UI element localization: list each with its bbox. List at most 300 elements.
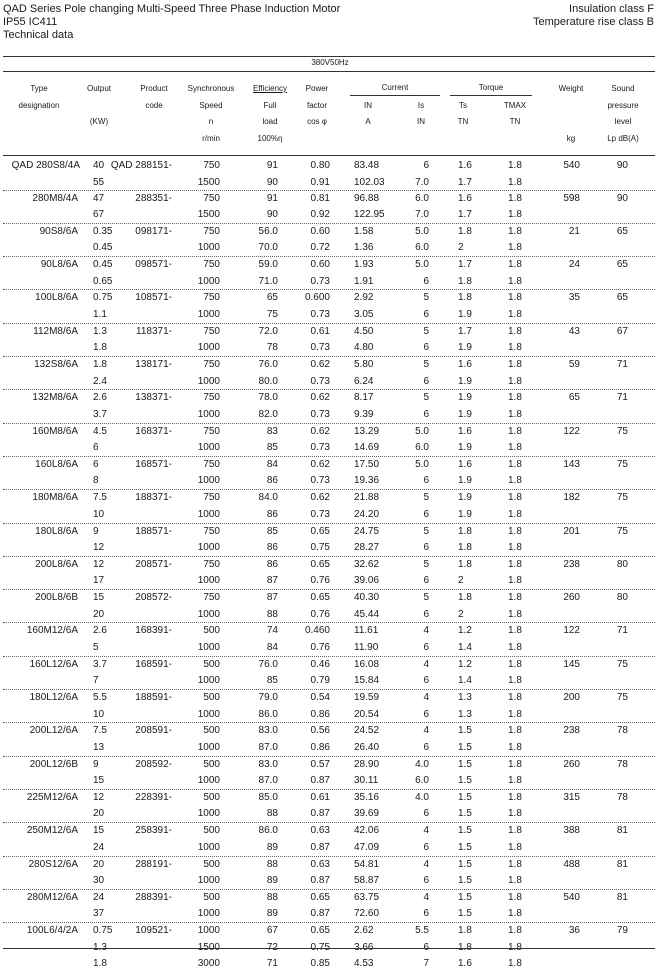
current-is: 4 — [423, 625, 429, 637]
current-in: 63.75 — [354, 891, 380, 903]
header-product-code-line: Product — [140, 84, 168, 93]
efficiency: 89 — [266, 875, 278, 886]
efficiency: 76.0 — [258, 359, 278, 370]
current-is: 6 — [423, 808, 429, 820]
row-separator — [3, 789, 655, 790]
synchronous-speed: 750 — [203, 592, 220, 604]
weight: 540 — [563, 160, 580, 171]
current-is: 6 — [423, 841, 429, 853]
synchronous-speed: 1500 — [197, 941, 220, 953]
type-designation: 280S12/6A — [28, 858, 78, 870]
current-is: 6 — [423, 908, 429, 920]
synchronous-speed: 1000 — [197, 741, 220, 753]
current-is: 5 — [423, 525, 429, 537]
document-title-block — [3, 3, 340, 42]
product-code: 288351- — [135, 192, 172, 204]
synchronous-speed: 750 — [203, 458, 220, 470]
type-designation: 132M8/6A — [32, 392, 78, 404]
product-code: 208571- — [135, 558, 172, 570]
power-factor: 0.63 — [310, 858, 330, 870]
weight: 35 — [568, 292, 580, 304]
synchronous-speed: 500 — [203, 625, 220, 637]
header-sound-pressure-line: Lp dB(A) — [607, 133, 639, 143]
product-code: 138171- — [135, 359, 172, 370]
torque-ts: 1.2 — [458, 658, 472, 670]
header-power-factor — [296, 81, 338, 131]
current-is: 5 — [423, 292, 429, 304]
current-in: 20.54 — [354, 708, 380, 720]
synchronous-speed: 750 — [203, 192, 220, 204]
weight: 65 — [568, 392, 580, 404]
power-factor: 0.86 — [310, 708, 330, 720]
product-code: 098171- — [135, 225, 172, 237]
sound-level: 71 — [616, 625, 628, 637]
output-kw: 9 — [93, 525, 99, 537]
row-separator — [3, 190, 655, 191]
header-current-is-line: Is — [417, 100, 425, 110]
product-code: 208592- — [135, 758, 172, 770]
output-kw: 2.6 — [93, 625, 107, 637]
row-separator — [3, 389, 655, 390]
torque-ts: 1.8 — [458, 225, 472, 237]
torque-tmax: 1.8 — [508, 775, 522, 787]
output-kw: 67 — [93, 209, 105, 220]
type-designation: 200L12/6A — [29, 725, 78, 737]
torque-tmax: 1.8 — [508, 708, 522, 720]
current-is: 6 — [423, 308, 429, 320]
output-kw: 10 — [93, 708, 105, 720]
sound-level: 90 — [616, 160, 628, 171]
synchronous-speed: 500 — [203, 791, 220, 803]
weight: 388 — [563, 825, 580, 837]
weight: 540 — [563, 891, 580, 903]
current-in: 35.16 — [354, 791, 380, 803]
header-current-is-line: IN — [417, 117, 425, 126]
efficiency: 88 — [266, 608, 278, 620]
type-designation: 280M12/6A — [26, 891, 78, 903]
torque-ts: 1.5 — [458, 725, 472, 737]
current-in: 24.20 — [354, 508, 380, 520]
output-kw: 1.8 — [93, 342, 107, 354]
current-in: 16.08 — [354, 658, 380, 670]
efficiency: 86 — [266, 558, 278, 570]
product-code: 288191- — [135, 858, 172, 870]
synchronous-speed: 750 — [203, 160, 220, 171]
header-current-in-line: A — [365, 117, 371, 126]
efficiency: 71.0 — [258, 275, 278, 287]
current-in: 83.48 — [354, 160, 380, 171]
header-torque-ts-line: Ts — [459, 100, 467, 110]
header-type-designation-line: Type — [30, 84, 48, 93]
current-in: 3.66 — [354, 941, 374, 953]
row-separator — [3, 523, 655, 524]
row-separator — [3, 922, 655, 923]
synchronous-speed: 1000 — [197, 775, 220, 787]
weight: 488 — [563, 858, 580, 870]
torque-ts: 1.4 — [458, 675, 472, 687]
current-is: 4 — [423, 725, 429, 737]
synchronous-speed: 750 — [203, 392, 220, 404]
output-kw: 1.8 — [93, 359, 107, 370]
torque-tmax: 1.8 — [508, 308, 522, 320]
current-in: 3.05 — [354, 308, 374, 320]
product-code: 168571- — [135, 458, 172, 470]
efficiency: 84 — [266, 641, 278, 653]
torque-tmax: 1.8 — [508, 725, 522, 737]
current-in: 8.17 — [354, 392, 374, 404]
current-in: 24.52 — [354, 725, 380, 737]
torque-ts: 1.7 — [458, 325, 472, 337]
power-factor: 0.76 — [310, 575, 330, 587]
efficiency: 87 — [266, 592, 278, 604]
product-code: 288391- — [135, 891, 172, 903]
torque-ts: 1.5 — [458, 808, 472, 820]
torque-ts: 1.8 — [458, 525, 472, 537]
torque-ts: 1.8 — [458, 558, 472, 570]
output-kw: 7.5 — [93, 492, 107, 504]
power-factor: 0.75 — [310, 941, 330, 953]
temperature-rise-class: Temperature rise class B — [532, 16, 654, 28]
torque-tmax: 1.8 — [508, 625, 522, 637]
torque-ts: 1.5 — [458, 891, 472, 903]
output-kw: 15 — [93, 592, 105, 604]
output-kw: 2.6 — [93, 392, 107, 404]
synchronous-speed: 750 — [203, 558, 220, 570]
header-efficiency — [245, 81, 295, 147]
current-is: 5.0 — [415, 425, 429, 437]
torque-ts: 2 — [458, 242, 464, 254]
current-is: 5 — [423, 359, 429, 370]
sound-level: 75 — [616, 525, 628, 537]
row-separator — [3, 889, 655, 890]
sound-level: 75 — [616, 658, 628, 670]
product-code: 208591- — [135, 725, 172, 737]
efficiency: 79.0 — [258, 692, 278, 703]
product-code: 108571- — [135, 292, 172, 304]
efficiency: 86 — [266, 542, 278, 553]
efficiency: 89 — [266, 841, 278, 853]
output-kw: 5 — [93, 641, 99, 653]
product-code: 188591- — [135, 692, 172, 703]
efficiency: 75 — [266, 308, 278, 320]
efficiency: 83 — [266, 425, 278, 437]
synchronous-speed: 750 — [203, 492, 220, 504]
header-bottom-rule — [3, 155, 655, 156]
efficiency: 85 — [266, 675, 278, 687]
output-kw: 1.8 — [93, 958, 107, 970]
torque-ts: 1.7 — [458, 176, 472, 188]
header-weight-line — [548, 114, 594, 131]
output-kw: 37 — [93, 908, 105, 920]
synchronous-speed: 750 — [203, 259, 220, 271]
torque-ts: 1.3 — [458, 708, 472, 720]
torque-ts: 2 — [458, 608, 464, 620]
current-is: 4 — [423, 891, 429, 903]
efficiency: 87.0 — [258, 741, 278, 753]
header-efficiency-line: load — [262, 117, 278, 126]
current-in: 58.87 — [354, 875, 380, 886]
torque-ts: 1.5 — [458, 775, 472, 787]
power-factor: 0.73 — [310, 342, 330, 354]
header-synchronous-speed-line: Synchronous — [187, 84, 235, 93]
torque-tmax: 1.8 — [508, 958, 522, 970]
torque-tmax: 1.8 — [508, 192, 522, 204]
power-factor: 0.54 — [310, 692, 330, 703]
current-in: 32.62 — [354, 558, 380, 570]
row-separator — [3, 489, 655, 490]
efficiency: 90 — [266, 209, 278, 220]
power-factor: 0.73 — [310, 375, 330, 387]
current-is: 6 — [423, 575, 429, 587]
current-is: 6 — [423, 941, 429, 953]
output-kw: 12 — [93, 542, 105, 553]
synchronous-speed: 1000 — [197, 708, 220, 720]
torque-ts: 1.4 — [458, 641, 472, 653]
current-is: 5.0 — [415, 225, 429, 237]
torque-tmax: 1.8 — [508, 808, 522, 820]
output-kw: 1.3 — [93, 941, 107, 953]
power-factor: 0.76 — [310, 608, 330, 620]
header-current-is — [406, 98, 436, 131]
efficiency: 86.0 — [258, 708, 278, 720]
power-factor: 0.73 — [310, 308, 330, 320]
power-factor: 0.91 — [310, 176, 330, 188]
type-designation: 180L8/6A — [35, 525, 78, 537]
output-kw: 2.4 — [93, 375, 107, 387]
header-output-line: Output — [86, 84, 111, 93]
efficiency: 82.0 — [258, 408, 278, 420]
torque-ts: 1.6 — [458, 160, 472, 171]
synchronous-speed: 500 — [203, 692, 220, 703]
sound-level: 78 — [616, 758, 628, 770]
power-factor: 0.65 — [310, 891, 330, 903]
torque-ts: 1.3 — [458, 692, 472, 703]
header-output-line: (KW) — [89, 117, 109, 126]
power-factor: 0.75 — [310, 542, 330, 553]
weight: 122 — [563, 625, 580, 637]
current-in: 28.90 — [354, 758, 380, 770]
synchronous-speed: 750 — [203, 325, 220, 337]
insulation-class: Insulation class F — [569, 3, 654, 15]
header-torque-tmax-line: TMAX — [503, 100, 527, 110]
sound-level: 71 — [616, 359, 628, 370]
type-designation: 100L6/4/2A — [26, 925, 78, 937]
current-is: 7.0 — [415, 176, 429, 188]
torque-ts: 1.9 — [458, 308, 472, 320]
row-separator — [3, 822, 655, 823]
output-kw: 13 — [93, 741, 105, 753]
type-designation: 200L8/6A — [35, 558, 78, 570]
current-is: 5 — [423, 325, 429, 337]
torque-ts: 1.9 — [458, 475, 472, 487]
torque-tmax: 1.8 — [508, 841, 522, 853]
current-in: 4.53 — [354, 958, 374, 970]
weight: 21 — [568, 225, 580, 237]
power-factor: 0.73 — [310, 508, 330, 520]
row-separator — [3, 756, 655, 757]
header-efficiency-line: 100%η — [257, 133, 283, 143]
synchronous-speed: 500 — [203, 825, 220, 837]
current-is: 4 — [423, 825, 429, 837]
output-kw: 0.35 — [93, 225, 113, 237]
weight: 43 — [568, 325, 580, 337]
current-is: 4 — [423, 858, 429, 870]
current-is: 7 — [423, 958, 429, 970]
efficiency: 85 — [266, 442, 278, 454]
synchronous-speed: 500 — [203, 725, 220, 737]
output-kw: 0.45 — [93, 242, 113, 254]
torque-ts: 1.6 — [458, 958, 472, 970]
torque-tmax: 1.8 — [508, 292, 522, 304]
row-separator — [3, 556, 655, 557]
power-factor: 0.65 — [310, 592, 330, 604]
row-separator — [3, 256, 655, 257]
power-factor: 0.79 — [310, 675, 330, 687]
header-weight-line — [548, 98, 594, 115]
header-torque-group: Torque — [478, 83, 504, 92]
header-power-factor-line: cos φ — [307, 117, 327, 126]
type-designation: 180L12/6A — [29, 692, 78, 703]
header-torque-tmax-line: TN — [509, 117, 521, 126]
current-in: 45.44 — [354, 608, 380, 620]
torque-tmax: 1.8 — [508, 641, 522, 653]
current-group-rule — [350, 95, 440, 96]
sound-level: 67 — [616, 325, 628, 337]
header-sound-pressure-line: pressure — [607, 100, 639, 110]
torque-ts: 1.6 — [458, 425, 472, 437]
weight: 36 — [568, 925, 580, 937]
row-separator — [3, 423, 655, 424]
type-designation: 160M12/6A — [26, 625, 78, 637]
output-kw: 7 — [93, 675, 99, 687]
synchronous-speed: 500 — [203, 758, 220, 770]
power-factor: 0.46 — [310, 658, 330, 670]
current-in: 6.24 — [354, 375, 374, 387]
current-in: 1.58 — [354, 225, 374, 237]
sound-level: 65 — [616, 225, 628, 237]
power-factor: 0.600 — [304, 292, 330, 304]
torque-tmax: 1.8 — [508, 475, 522, 487]
type-designation: 160L8/6A — [35, 458, 78, 470]
torque-tmax: 1.8 — [508, 941, 522, 953]
current-is: 6.0 — [415, 242, 429, 254]
synchronous-speed: 1000 — [197, 308, 220, 320]
sound-level: 81 — [616, 891, 628, 903]
synchronous-speed: 1000 — [197, 542, 220, 553]
torque-tmax: 1.8 — [508, 375, 522, 387]
type-designation: 200L8/6B — [35, 592, 78, 604]
torque-ts: 1.5 — [458, 908, 472, 920]
output-kw: 15 — [93, 825, 105, 837]
torque-tmax: 1.8 — [508, 525, 522, 537]
power-factor: 0.80 — [310, 160, 330, 171]
weight: 143 — [563, 458, 580, 470]
power-factor: 0.76 — [310, 641, 330, 653]
torque-tmax: 1.8 — [508, 608, 522, 620]
efficiency: 84.0 — [258, 492, 278, 504]
torque-ts: 1.5 — [458, 791, 472, 803]
sound-level: 90 — [616, 192, 628, 204]
synchronous-speed: 1000 — [197, 925, 220, 937]
output-kw: 24 — [93, 891, 105, 903]
current-is: 6 — [423, 608, 429, 620]
torque-tmax: 1.8 — [508, 342, 522, 354]
sound-level: 80 — [616, 558, 628, 570]
synchronous-speed: 1000 — [197, 275, 220, 287]
torque-tmax: 1.8 — [508, 275, 522, 287]
row-separator — [3, 689, 655, 690]
output-kw: 7.5 — [93, 725, 107, 737]
power-factor: 0.61 — [310, 791, 330, 803]
output-kw: 4.5 — [93, 425, 107, 437]
power-factor: 0.73 — [310, 475, 330, 487]
torque-tmax: 1.8 — [508, 176, 522, 188]
torque-ts: 1.5 — [458, 825, 472, 837]
sound-level: 75 — [616, 425, 628, 437]
output-kw: 15 — [93, 775, 105, 787]
document-title: QAD Series Pole changing Multi-Speed Three Phase Induction Motor — [3, 3, 341, 15]
efficiency: 76.0 — [258, 658, 278, 670]
current-is: 6 — [423, 875, 429, 886]
torque-tmax: 1.8 — [508, 359, 522, 370]
torque-ts: 1.7 — [458, 209, 472, 220]
output-kw: 1.3 — [93, 325, 107, 337]
current-in: 11.61 — [354, 625, 379, 637]
synchronous-speed: 1000 — [197, 841, 220, 853]
torque-ts: 1.9 — [458, 375, 472, 387]
synchronous-speed: 500 — [203, 858, 220, 870]
sound-level: 79 — [616, 925, 628, 937]
header-synchronous-speed-line: Speed — [199, 100, 223, 110]
header-synchronous-speed-line: r/min — [202, 133, 220, 143]
current-in: 1.91 — [354, 275, 374, 287]
torque-tmax: 1.8 — [508, 675, 522, 687]
current-in: 15.84 — [354, 675, 380, 687]
torque-ts: 1.2 — [458, 625, 472, 637]
sound-level: 75 — [616, 692, 628, 703]
row-separator — [3, 622, 655, 623]
output-kw: 40 — [93, 160, 105, 171]
synchronous-speed: 1000 — [197, 575, 220, 587]
type-designation: 100L8/6A — [35, 292, 78, 304]
header-torque-tmax — [499, 98, 531, 131]
header-product-code — [126, 81, 182, 114]
header-type-designation-line: designation — [18, 100, 60, 110]
torque-tmax: 1.8 — [508, 508, 522, 520]
header-synchronous-speed — [176, 81, 246, 147]
torque-tmax: 1.8 — [508, 542, 522, 553]
product-code: 208572- — [135, 592, 172, 604]
output-kw: 30 — [93, 875, 105, 886]
current-in: 30.11 — [354, 775, 379, 787]
torque-tmax: 1.8 — [508, 758, 522, 770]
current-in: 96.88 — [354, 192, 380, 204]
sound-level: 75 — [616, 492, 628, 504]
protection-class: IP55 IC411 — [3, 16, 58, 28]
torque-ts: 1.8 — [458, 925, 472, 937]
output-kw: 47 — [93, 192, 105, 204]
efficiency: 88 — [266, 808, 278, 820]
torque-tmax: 1.8 — [508, 242, 522, 254]
torque-ts: 1.8 — [458, 592, 472, 604]
current-is: 4.0 — [415, 758, 429, 770]
type-designation: 132S8/6A — [34, 359, 78, 370]
synchronous-speed: 1000 — [197, 242, 220, 254]
power-factor: 0.85 — [310, 958, 330, 970]
torque-ts: 1.6 — [458, 192, 472, 204]
type-designation: QAD 280S8/4A — [11, 160, 80, 171]
type-designation: 90L8/6A — [40, 259, 78, 271]
